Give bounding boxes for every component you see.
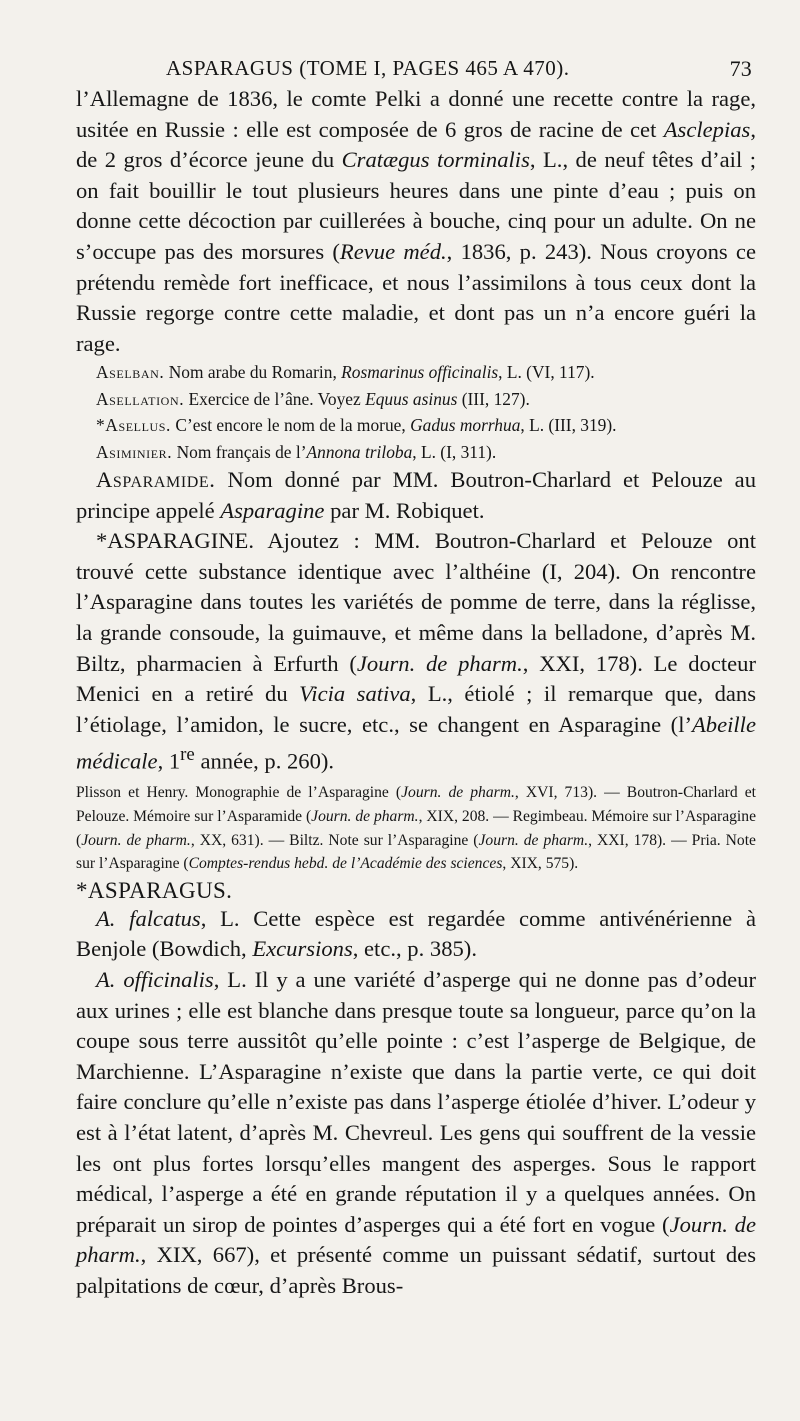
entry-a-officinalis: A. officinalis, L. Il y a une variété d’asperge qui ne donne pas d’odeur aux urines ; elle est blanche dans presque toute sa longueur, parce qu’on la coupe sous terre aussitôt qu’elle pointe : c’est l’asperge de Belgique, de Marchienne. L’Asparagine n’existe que dans la partie verte, ce qui doit faire conclure qu’elle n’existe pas dans l’asperge étiolée d’hiver. L’odeur y est à l’état latent, d’après M. Chevreul. Les gens qui souffrent de la vessie les ont plus fortes lorsqu’elles mangent des asperges. Sous le rapport médical, l’asperge a été en grande réputation il y a quelques années. On préparait un sirop de pointes d’asperges qui a été fort en vogue (Journ. de pharm., XIX, 667), et présenté comme un puissant sédatif, surtout des palpitations de cœur, d’après Brous- [76, 967, 756, 1298]
intro-paragraph: l’Allemagne de 1836, le comte Pelki a donné une recette contre la rage, usitée en Russie : elle est composée de 6 gros de racine de cet Asclepias, de 2 gros d’écorce jeune du Cratægus torminalis, L., de neuf têtes d’ail ; on fait bouillir le tout plusieurs heures dans une pinte d’eau ; puis on donne cette décoction par cuillerées à bouche, cinq pour un adulte. On ne s’occupe pas des morsures (Revue méd., 1836, p. 243). Nous croyons ce prétendu remède fort inefficace, et nous l’assimilons à tous ceux dont la Russie regorge contre cette maladie, et dont pas un n’a encore guéri la rage. [76, 86, 756, 356]
running-head [76, 50, 756, 84]
entry-a-falcatus: A. falcatus, L. Cette espèce est regardée comme antivénérienne à Benjole (Bowdich, Excursions, etc., p. 385). [76, 905, 756, 962]
asparagine-references: Plisson et Henry. Monographie de l’Asparagine (Journ. de pharm., XVI, 713). — Boutron-Charlard et Pelouze. Mémoire sur l’Asparamide (Journ. de pharm., XIX, 208. — Regimbeau. Mémoire sur l’Asparagine (Journ. de pharm., XX, 631). — Biltz. Note sur l’Asparagine (Journ. de pharm., XXI, 178). — Pria. Note sur l’Asparagine (Comptes-rendus hebd. de l’Académie des sciences, XIX, 575). [76, 784, 756, 873]
page-number: 73 [729, 56, 752, 81]
entry-asparagine: *ASPARAGINE. Ajoutez : MM. Boutron-Charlard et Pelouze ont trouvé cette substance identique avec l’althéine (I, 204). On rencontre l’Asparagine dans toutes les variétés de pomme de terre, dans la réglisse, la grande consoude, la guimauve, et même dans la belladone, d’après M. Biltz, pharmacien à Erfurth (Journ. de pharm., XXI, 178). Le docteur Menici en a retiré du Vicia sativa, L., étiolé ; il remarque que, dans l’étiolage, l’amidon, le sucre, etc., se changent en Asparagine (l’Abeille médicale, 1re année, p. 260). [76, 528, 756, 774]
running-title: ASPARAGUS (TOME I, PAGES 465 A 470). [166, 56, 570, 80]
entry-aselban: Aselban. Nom arabe du Romarin, Rosmarinus officinalis, L. (VI, 117). [96, 362, 595, 383]
entry-asellation: Asellation. Exercice de l’âne. Voyez Equus asinus (III, 127). [96, 388, 530, 409]
heading-asparagus: *ASPARAGUS. [76, 877, 233, 903]
entry-asellus: *Asellus. C’est encore le nom de la morue, Gadus morrhua, L. (III, 319). [96, 415, 617, 436]
entry-asparamide: Asparamide. Nom donné par MM. Boutron-Charlard et Pelouze au principe appelé Asparagine par M. Robiquet. [76, 466, 756, 523]
entry-asiminier: Asiminier. Nom français de l’Annona triloba, L. (I, 311). [96, 441, 497, 462]
